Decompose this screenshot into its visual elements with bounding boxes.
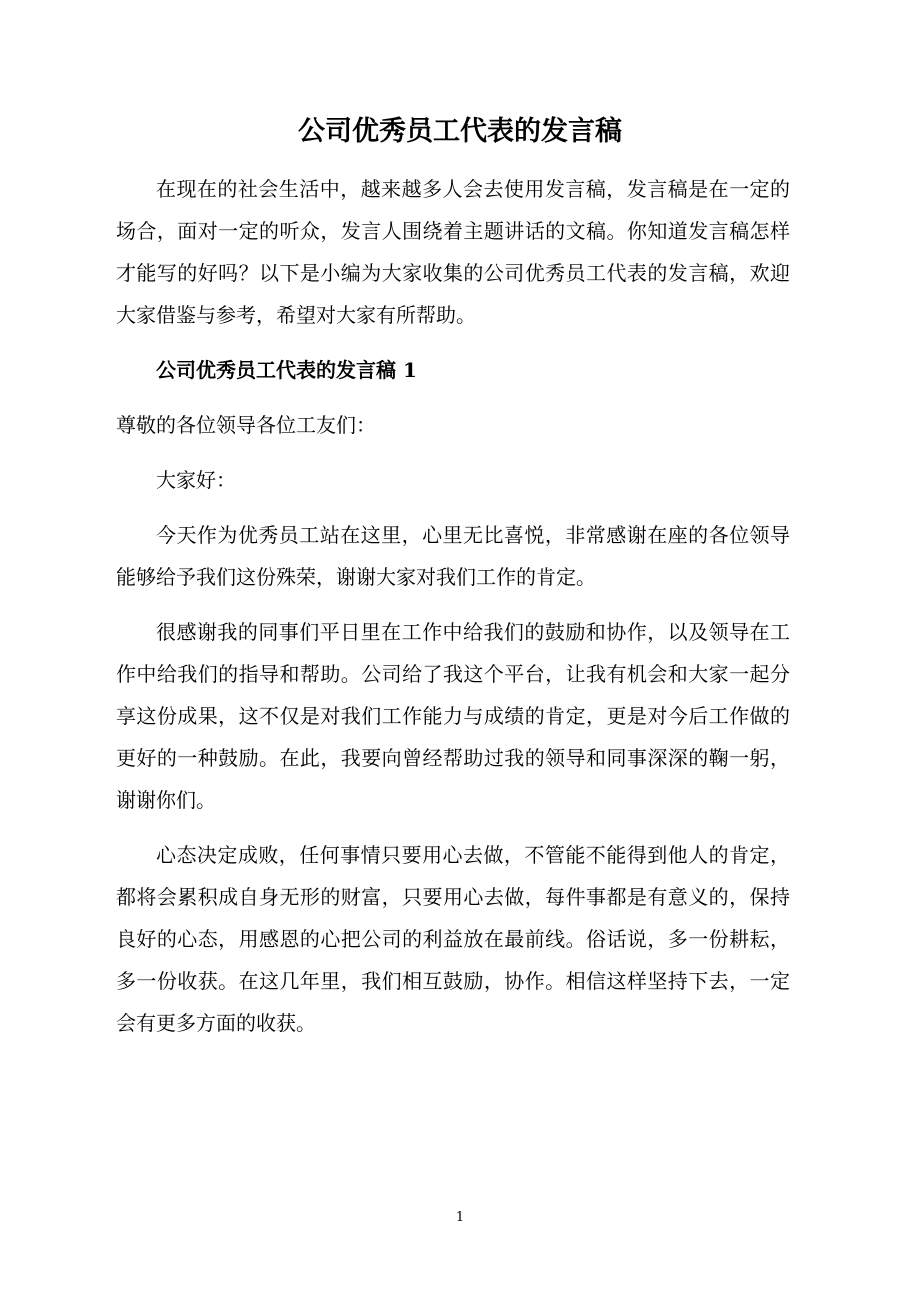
greeting: 大家好： <box>156 468 236 492</box>
section-heading: 公司优秀员工代表的发言稿 1 <box>156 358 417 382</box>
page-number: 1 <box>455 1210 465 1225</box>
salutation: 尊敬的各位领导各位工友们： <box>116 413 376 437</box>
body-paragraph: 很感谢我的同事们平日里在工作中给我们的鼓励和协作，以及领导在工作中给我们的指导和帮助。公司给了我这个平台，让我有机会和大家一起分享这份成果，这不仅是对我们工作能力与成绩的肯定，更是对今后工作做的更好的一种鼓励。在此，我要向曾经帮助过我的领导和同事深深的鞠一躬，谢谢你们。 <box>116 620 790 812</box>
intro-paragraph: 在现在的社会生活中，越来越多人会去使用发言稿，发言稿是在一定的场合，面对一定的听众，发言人围绕着主题讲话的文稿。你知道发言稿怎样才能写的好吗？以下是小编为大家收集的公司优秀员工代表的发言稿，欢迎大家借鉴与参考，希望对大家有所帮助。 <box>116 177 790 327</box>
body-paragraph: 心态决定成败，任何事情只要用心去做，不管能不能得到他人的肯定，都将会累积成自身无形的财富，只要用心去做，每件事都是有意义的，保持良好的心态，用感恩的心把公司的利益放在最前线。俗话说，多一份耕耘，多一份收获。在这几年里，我们相互鼓励，协作。相信这样坚持下去，一定会有更多方面的收获。 <box>116 843 790 1035</box>
document-title: 公司优秀员工代表的发言稿 <box>298 116 622 147</box>
document-body <box>116 168 790 1057</box>
body-paragraph: 今天作为优秀员工站在这里，心里无比喜悦，非常感谢在座的各位领导能够给予我们这份殊荣，谢谢大家对我们工作的肯定。 <box>116 523 790 589</box>
